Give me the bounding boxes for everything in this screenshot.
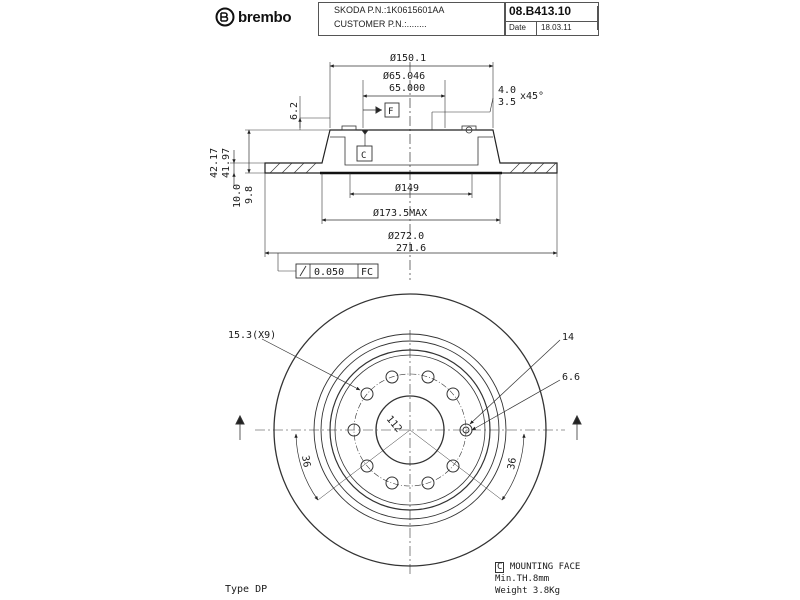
mounting-note [495, 562, 580, 573]
dim-272: Ø272.0 [388, 231, 425, 242]
dim-65-min: 65.000 [389, 83, 426, 94]
weight: Weight 3.8Kg [495, 586, 561, 596]
chamfer-b: 3.5 [498, 97, 517, 108]
thickness-min: 9.8 [244, 185, 255, 204]
dim-6-2: 6.2 [289, 101, 300, 120]
mounting-face: MOUNTING FACE [509, 562, 581, 572]
dim-65-max: Ø65.046 [383, 71, 426, 82]
dim-271-6: 271.6 [396, 243, 427, 254]
disc-cross-section [265, 126, 557, 173]
type-note: Type DP [225, 584, 268, 595]
bolt-hole-dim: 15.3(X9) [228, 330, 277, 341]
hole-14-dim: 14 [562, 332, 575, 343]
angle-right: 36 [506, 456, 520, 471]
dim-149: Ø149 [395, 183, 420, 194]
thickness-nominal: 10.0 [232, 183, 243, 208]
min-thickness: Min.TH.8mm [495, 574, 550, 584]
dim-173-5: Ø173.5MAX [373, 208, 428, 219]
customer-part-number: CUSTOMER P.N.:........ [334, 19, 427, 29]
chamfer-angle: x45° [520, 91, 545, 102]
hole-6-6-dim: 6.6 [562, 372, 581, 383]
chamfer-a: 4.0 [498, 85, 517, 96]
height-max: 42.17 [209, 147, 220, 178]
height-min: 41.97 [221, 147, 232, 178]
pcd-dim: 112 [383, 413, 404, 435]
angle-left: 36 [299, 454, 312, 469]
dim-150: Ø150.1 [390, 53, 427, 64]
datum-c: C [361, 151, 367, 161]
part-code: 08.B413.10 [509, 4, 572, 18]
disc-front-view [236, 294, 581, 575]
datum-f: F [388, 107, 394, 117]
date-label: Date [509, 23, 526, 32]
runout-value: 0.050 [314, 267, 345, 278]
brand-name: brembo [238, 8, 292, 26]
mounting-letter: C [497, 562, 503, 572]
date-value: 18.03.11 [541, 23, 572, 32]
runout-reference: FC [361, 267, 374, 278]
oe-part-number: SKODA P.N.:1K0615601AA [334, 5, 445, 15]
